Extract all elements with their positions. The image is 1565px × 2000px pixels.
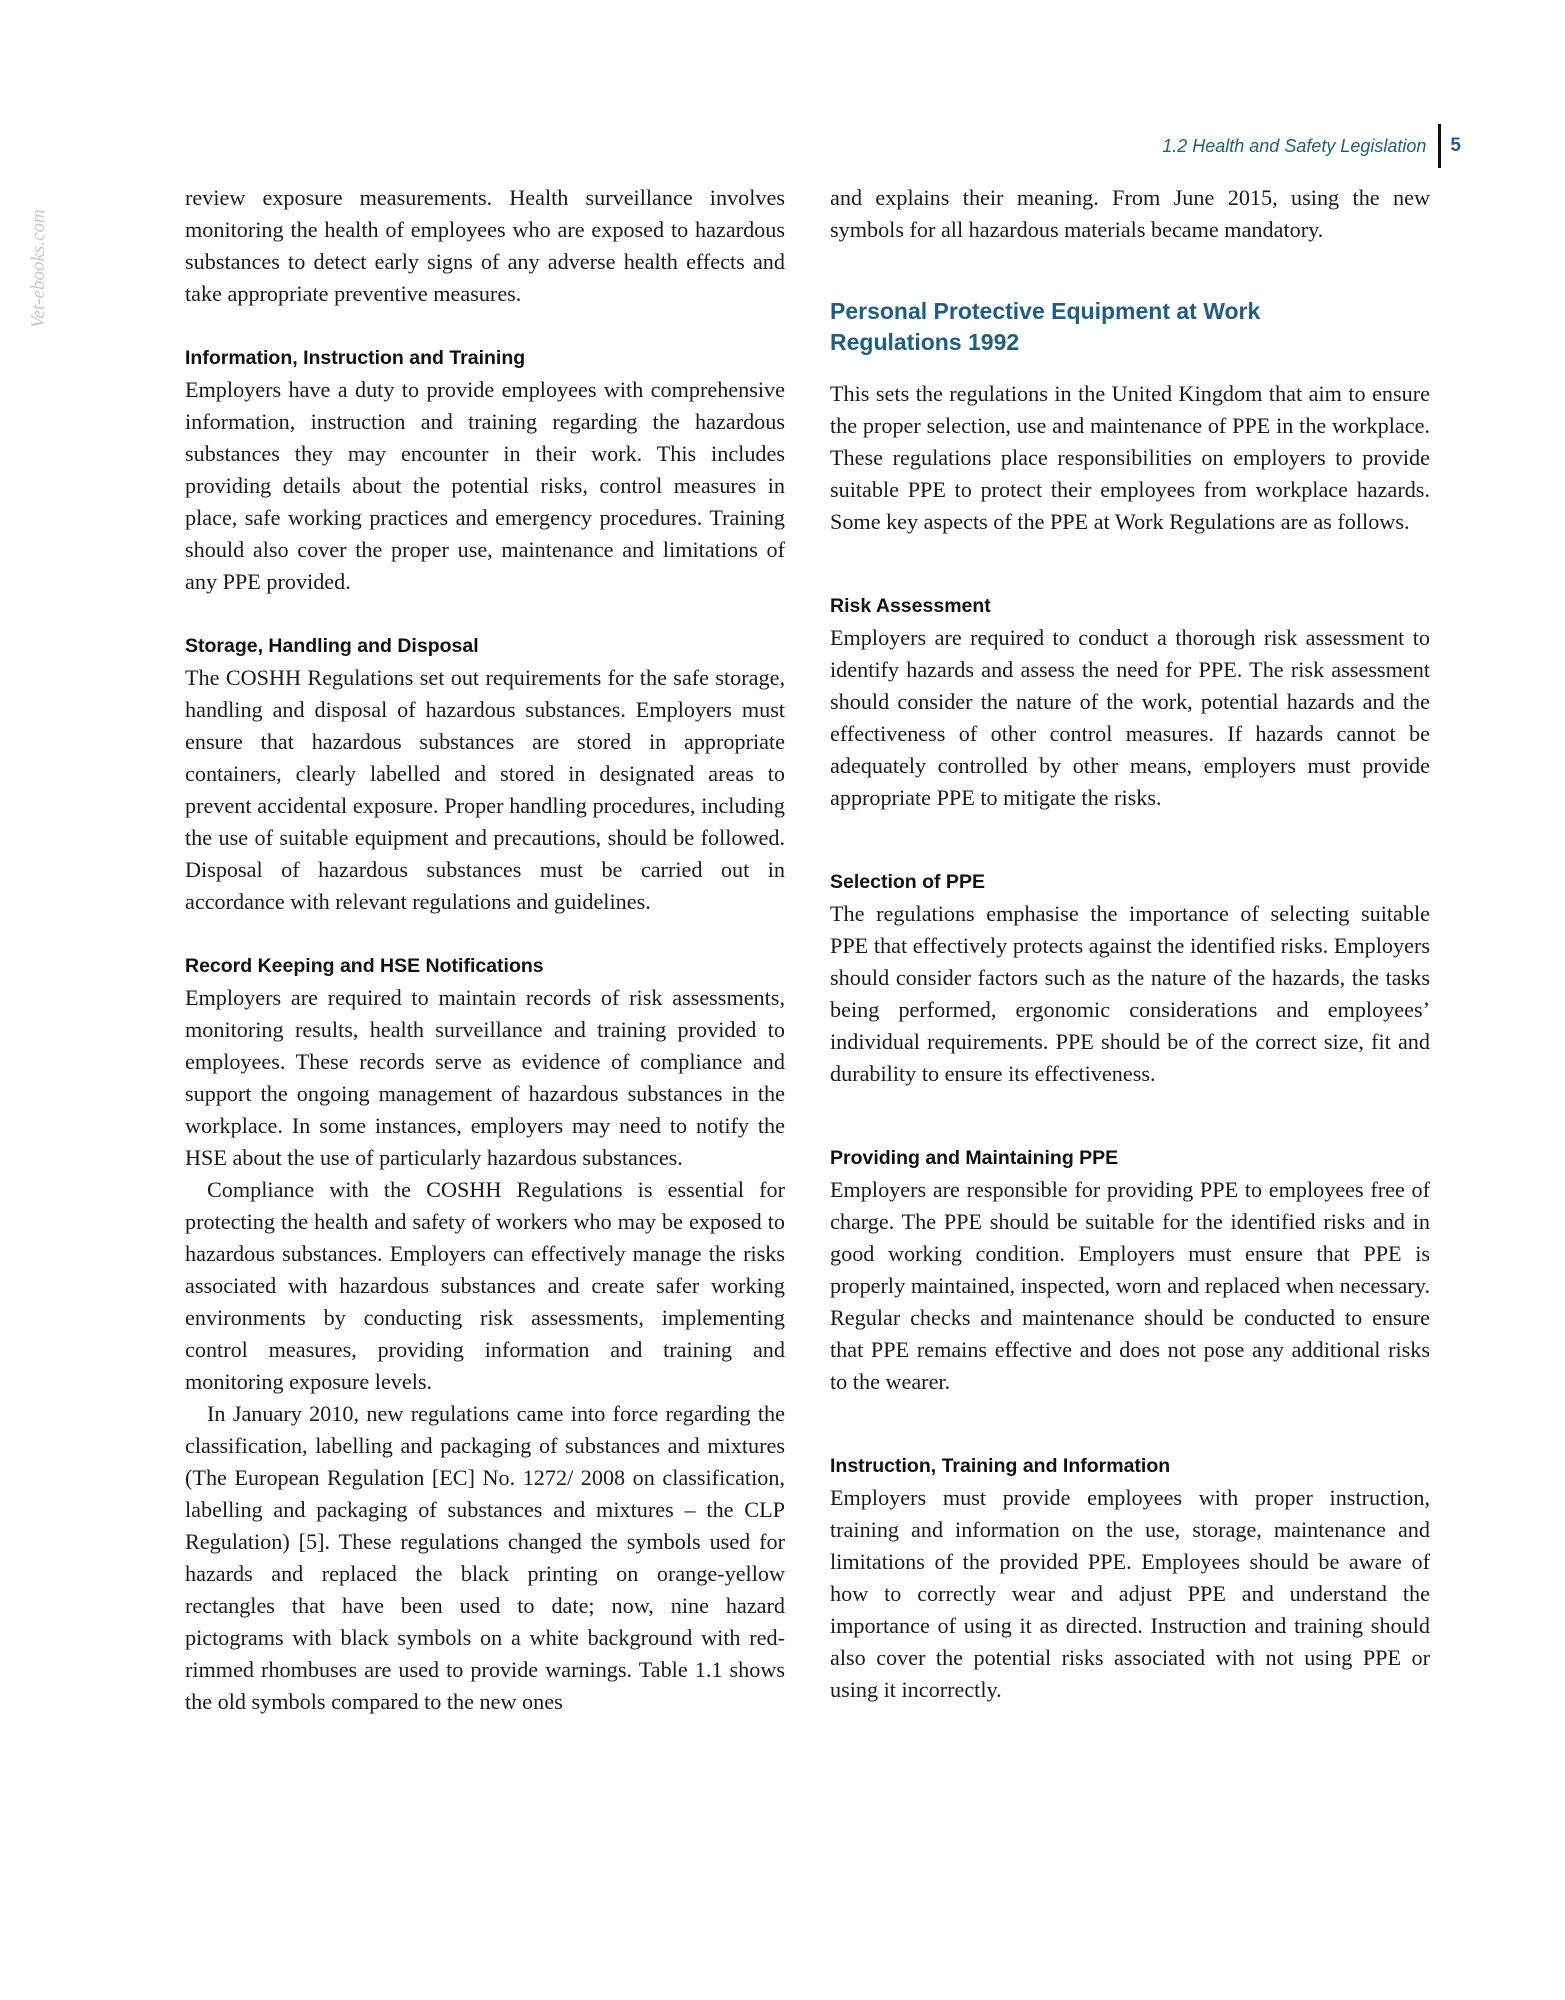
paragraph-information-instruction-training: Employers have a duty to provide employees with comprehensive information, instruction and training regarding the hazardous substances they may encounter in their work. This includes providing details about the potential risks, control measures in place, safe working practices and emergency procedures. Training should also cover the proper use, maintenance and limitations of any PPE provided. — [185, 377, 785, 594]
heading-ppe-regulations — [830, 296, 1430, 358]
paragraph-health-surveillance: review exposure measurements. Health surveillance involves monitoring the health of employees who are exposed to hazardous substances to detect early signs of any adverse health effects and take appropriate preventive measures. — [185, 185, 785, 306]
heading-ppe-line-1: Personal Protective Equipment at Work — [830, 298, 1261, 324]
paragraph-storage-handling-disposal: The COSHH Regulations set out requirements for the safe storage, handling and disposal of hazardous substances. Employers must ensure that hazardous substances are stored in appropriate containers, clearly labelled and stored in designated areas to prevent accidental exposure. Proper handling procedures, including the use of suitable equipment and precautions, should be followed. Disposal of hazardous substances must be carried out in accordance with relevant regulations and guidelines. — [185, 665, 785, 914]
heading-risk-assessment: Risk Assessment — [830, 595, 991, 617]
paragraph-risk-assessment: Employers are required to conduct a thorough risk assessment to identify hazards and assess the need for PPE. The risk assessment should consider the nature of the work, potential hazards and the effectiveness of other control measures. If hazards cannot be adequately controlled by other means, employers must provide appropriate PPE to mitigate the risks. — [830, 625, 1430, 810]
svg-text:Vet-ebooks.com: Vet-ebooks.com — [28, 209, 49, 328]
heading-ppe-line-2: Regulations 1992 — [830, 329, 1020, 355]
heading-selection-of-ppe: Selection of PPE — [830, 871, 985, 893]
heading-information-instruction-training: Information, Instruction and Training — [185, 347, 526, 369]
paragraph-record-keeping: Employers are required to maintain records of risk assessments, monitoring results, health surveillance and training provided to employees. These records serve as evidence of compliance and support the ongoing management of hazardous substances in the workplace. In some instances, employers may need to notify the HSE about the use of particularly hazardous substances. — [185, 985, 785, 1170]
page-number: 5 — [1450, 135, 1461, 156]
watermark-logo — [22, 160, 52, 330]
paragraph-providing-maintaining-ppe: Employers are responsible for providing PPE to employees free of charge. The PPE should be suitable for the identified risks and in good working condition. Employers must ensure that PPE is properly maintained, inspected, worn and replaced when necessary. Regular checks and maintenance should be conducted to ensure that PPE remains effective and does not pose any additional risks to the wearer. — [830, 1177, 1430, 1394]
heading-providing-maintaining-ppe: Providing and Maintaining PPE — [830, 1147, 1119, 1169]
paragraph-symbols-mandatory: and explains their meaning. From June 2015, using the new symbols for all hazardous materials became mandatory. — [830, 185, 1430, 242]
heading-record-keeping: Record Keeping and HSE Notifications — [185, 955, 544, 977]
heading-instruction-training-information: Instruction, Training and Information — [830, 1455, 1171, 1477]
running-head-section: 1.2 Health and Safety Legislation — [1162, 135, 1427, 156]
left-column — [185, 182, 785, 1718]
paragraph-ppe-intro: This sets the regulations in the United Kingdom that aim to ensure the proper selection, use and maintenance of PPE in the workplace. These regulations place responsibilities on employers to provide suitable PPE to protect their employees from workplace hazards. Some key aspects of the PPE at Work Regulations are as follows. — [830, 381, 1430, 534]
right-column — [830, 182, 1430, 1706]
paragraph-instruction-training-information: Employers must provide employees with proper instruction, training and information on the use, storage, maintenance and limitations of the provided PPE. Employees should be aware of how to correctly wear and adjust PPE and understand the importance of using it as directed. Instruction and training should also cover the potential risks associated with not using PPE or using it incorrectly. — [830, 1485, 1430, 1702]
paragraph-clp-regulation: In January 2010, new regulations came into force regarding the classification, labelling and packaging of substances and mixtures (The European Regulation [EC] No. 1272/ 2008 on classification, labelling and packaging of substances and mixtures – the CLP Regulation) [5]. These regulations changed the symbols used for hazards and replaced the black printing on orange-yellow rectangles that have been used to date; now, nine hazard pictograms with black symbols on a white background with red-rimmed rhombuses are used to provide warnings. Table 1.1 shows the old symbols compared to the new ones — [185, 1401, 785, 1714]
paragraph-coshh-compliance: Compliance with the COSHH Regulations is essential for protecting the health and safety of workers who may be exposed to hazardous substances. Employers can effectively manage the risks associated with hazardous substances and create safer working environments by conducting risk assessments, implementing control measures, providing information and training and monitoring exposure levels. — [185, 1177, 785, 1394]
running-head — [1162, 124, 1461, 168]
paragraph-selection-of-ppe: The regulations emphasise the importance of selecting suitable PPE that effectively protects against the identified risks. Employers should consider factors such as the nature of the hazards, the tasks being performed, ergonomic considerations and employees’ individual requirements. PPE should be of the correct size, fit and durability to ensure its effectiveness. — [830, 901, 1430, 1086]
heading-storage-handling-disposal: Storage, Handling and Disposal — [185, 635, 479, 657]
